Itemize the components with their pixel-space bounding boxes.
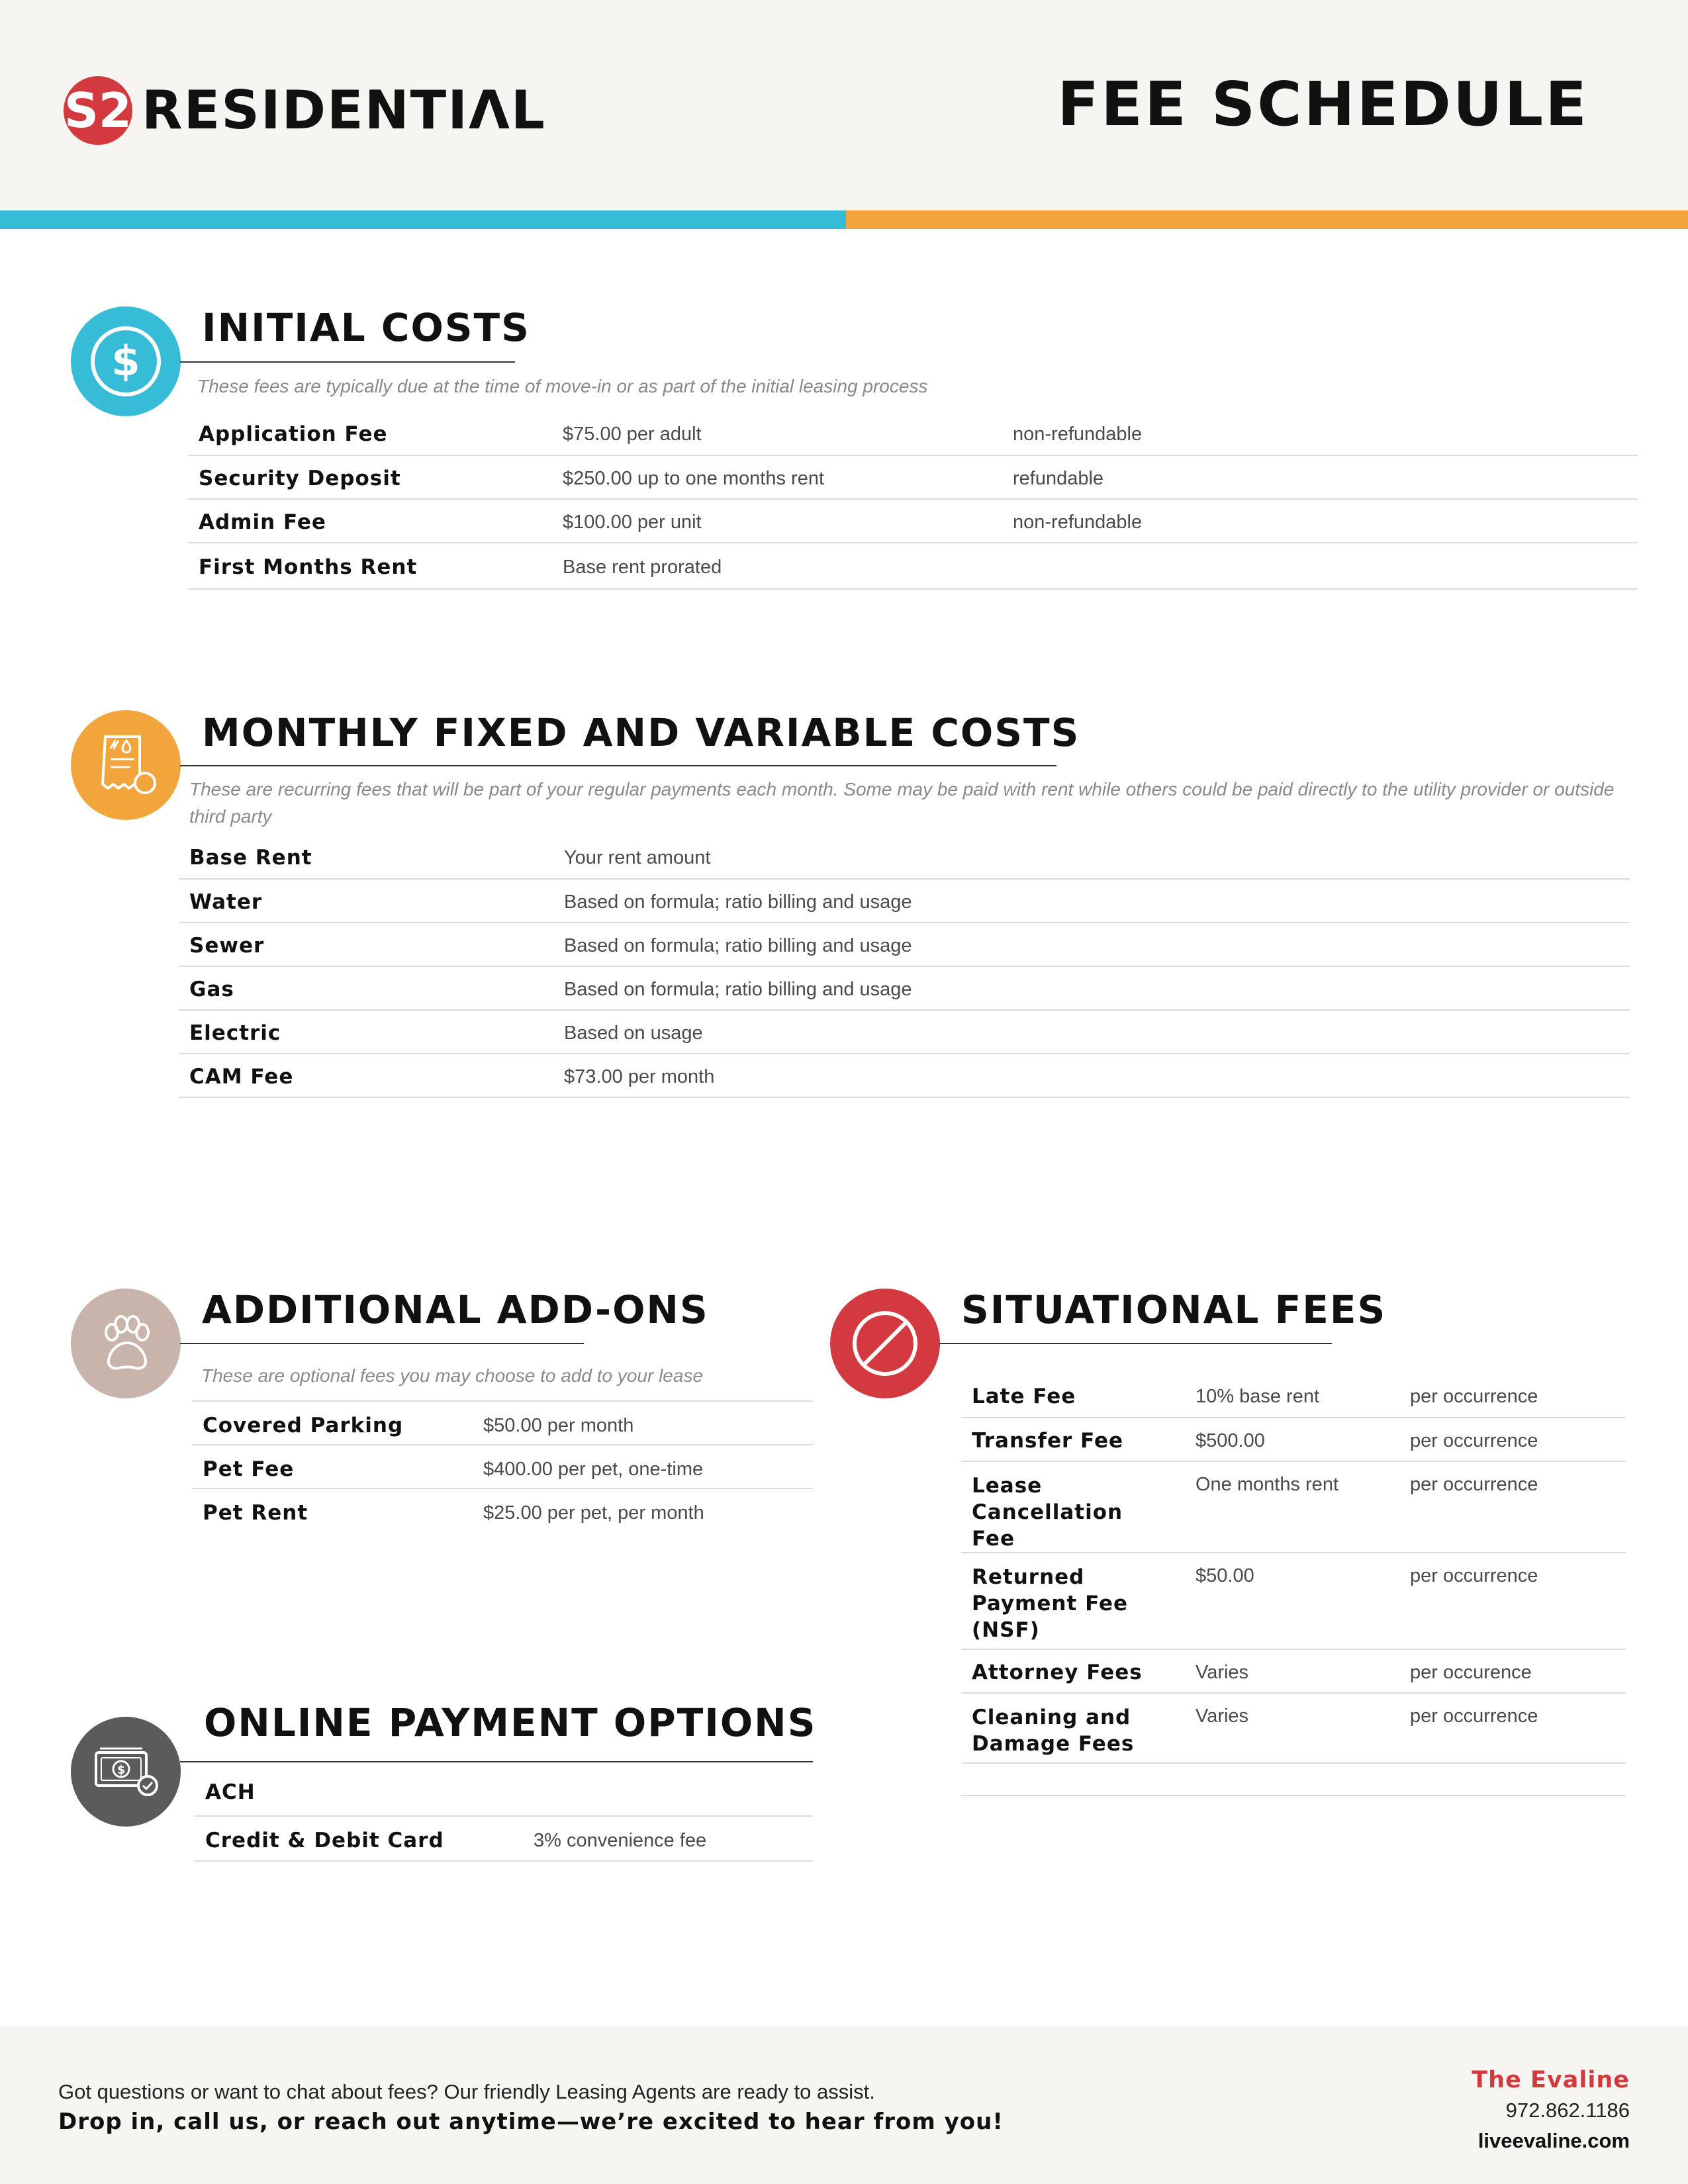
svg-text:$: $: [117, 1763, 126, 1777]
fee-label: Gas: [179, 966, 564, 1010]
addons-table: [192, 1400, 813, 1532]
addons-paw-icon: [71, 1289, 181, 1398]
monthly-costs-note: These are recurring fees that will be part of your regular payments each month. Some may be paid with rent while others could be paid directly to the utility provider or outside third party: [189, 779, 1615, 827]
fee-label: Covered Parking: [192, 1401, 483, 1445]
cash-check-icon: [71, 1717, 181, 1827]
table-row: [179, 923, 1630, 966]
fee-label: Application Fee: [188, 412, 563, 455]
svg-text:S2: S2: [64, 83, 132, 138]
payment-value: [534, 1764, 813, 1816]
initial-costs-note: These fees are typically due at the time of move-in or as part of the initial leasing process: [197, 376, 928, 396]
initial-costs-title: INITIAL COSTS: [202, 305, 530, 350]
fee-note: non-refundable: [1013, 499, 1638, 543]
fee-value: Based on formula; ratio billing and usage: [564, 923, 1630, 966]
situational-bottom-rule: [961, 1795, 1626, 1796]
paw-icon: [71, 1289, 181, 1398]
fee-value: $100.00 per unit: [563, 499, 1013, 543]
s2-logo-icon: [61, 74, 135, 147]
addons-note: These are optional fees you may choose to add to your lease: [201, 1365, 704, 1386]
payments-cash-icon: [71, 1717, 181, 1827]
table-row: [188, 455, 1638, 499]
header-stripe-blue: [0, 210, 846, 229]
monthly-costs-title: MONTHLY FIXED AND VARIABLE COSTS: [202, 710, 1080, 755]
addons-rule: [180, 1343, 584, 1344]
dollar-icon: [71, 306, 181, 416]
fee-value: Base rent prorated: [563, 543, 1013, 589]
table-row: [188, 499, 1638, 543]
fee-label: Sewer: [179, 923, 564, 966]
fee-value: Varies: [1196, 1649, 1410, 1693]
fee-note: refundable: [1013, 455, 1638, 499]
fee-value: Based on formula; ratio billing and usage: [564, 879, 1630, 923]
fee-value: $75.00 per adult: [563, 412, 1013, 455]
situational-title: SITUATIONAL FEES: [961, 1287, 1387, 1332]
property-name: The Evaline: [1472, 2067, 1630, 2093]
table-row: [179, 835, 1630, 879]
table-row: [192, 1445, 813, 1488]
table-row: [961, 1461, 1626, 1553]
fee-value: One months rent: [1196, 1461, 1410, 1553]
payments-table: [195, 1764, 813, 1862]
situational-prohibited-icon: [830, 1289, 940, 1398]
fee-value: $250.00 up to one months rent: [563, 455, 1013, 499]
addons-title: ADDITIONAL ADD-ONS: [202, 1287, 709, 1332]
company-logo: [61, 74, 546, 147]
fee-value: Based on usage: [564, 1010, 1630, 1054]
fee-note: per occurence: [1410, 1649, 1626, 1693]
footer-question: Got questions or want to chat about fees? Our friendly Leasing Agents are ready to assist.: [58, 2080, 875, 2103]
fee-value: $50.00 per month: [483, 1401, 813, 1445]
fee-label: First Months Rent: [188, 543, 563, 589]
fee-note: per occurrence: [1410, 1693, 1626, 1763]
monthly-costs-table: [179, 835, 1630, 1098]
table-row: [961, 1553, 1626, 1649]
table-row: [179, 879, 1630, 923]
page-title: FEE SCHEDULE: [1057, 69, 1589, 140]
table-row: [961, 1374, 1626, 1418]
fee-label: Late Fee: [961, 1374, 1196, 1418]
fee-note: per occurrence: [1410, 1374, 1626, 1418]
fee-label: Base Rent: [179, 835, 564, 879]
fee-label: Pet Rent: [203, 1501, 308, 1525]
fee-value: 10% base rent: [1196, 1374, 1410, 1418]
table-row: [179, 1010, 1630, 1054]
fee-value: $73.00 per month: [564, 1054, 1630, 1097]
page-header: [0, 0, 1688, 210]
fee-value: $25.00 per pet, per month: [483, 1502, 704, 1524]
fee-note: non-refundable: [1013, 412, 1638, 455]
fee-value: $400.00 per pet, one-time: [483, 1445, 813, 1488]
header-stripe-orange: [846, 210, 1688, 229]
situational-rule: [940, 1343, 1332, 1344]
svg-text:$: $: [111, 337, 140, 385]
fee-label: Cleaning and Damage Fees: [961, 1693, 1196, 1763]
table-row: [195, 1764, 813, 1816]
payments-rule: [180, 1761, 813, 1762]
page-footer: [0, 2026, 1688, 2184]
table-row: [195, 1816, 813, 1861]
property-phone[interactable]: 972.862.1186: [1505, 2099, 1630, 2122]
fee-label: Water: [179, 879, 564, 923]
table-row: [961, 1693, 1626, 1763]
fee-label: Transfer Fee: [961, 1418, 1196, 1461]
initial-costs-rule: [180, 361, 515, 363]
property-website-link[interactable]: liveevaline.com: [1477, 2129, 1630, 2152]
fee-value: $50.00: [1196, 1553, 1410, 1649]
table-row: [961, 1649, 1626, 1693]
payment-label: ACH: [195, 1764, 534, 1816]
utility-bill-icon: [71, 710, 181, 820]
table-row: [179, 1054, 1630, 1097]
table-row: [188, 412, 1638, 455]
payment-label: Credit & Debit Card: [195, 1816, 534, 1861]
situational-table: [961, 1374, 1626, 1764]
payment-value: 3% convenience fee: [534, 1816, 813, 1861]
prohibited-icon: [830, 1289, 940, 1398]
fee-note: per occurrence: [1410, 1461, 1626, 1553]
monthly-costs-rule: [180, 765, 1056, 766]
fee-label: Lease Cancellation Fee: [961, 1461, 1196, 1553]
fee-label: Electric: [179, 1010, 564, 1054]
initial-costs-table: [188, 412, 1638, 590]
footer-contact: [1472, 2065, 1630, 2156]
fee-value: Varies: [1196, 1693, 1410, 1763]
fee-label: CAM Fee: [179, 1054, 564, 1097]
fee-value: Your rent amount: [564, 835, 1630, 879]
fee-label: Security Deposit: [188, 455, 563, 499]
table-row: [192, 1401, 813, 1445]
payments-title: ONLINE PAYMENT OPTIONS: [204, 1700, 817, 1745]
fee-value: $500.00: [1196, 1418, 1410, 1461]
table-row: [961, 1418, 1626, 1461]
monthly-costs-bill-icon: [71, 710, 181, 820]
fee-note: per occurrence: [1410, 1418, 1626, 1461]
company-name: RESIDENTIΛL: [142, 79, 546, 141]
table-row: [179, 966, 1630, 1010]
initial-costs-dollar-icon: [71, 306, 181, 416]
fee-note: per occurrence: [1410, 1553, 1626, 1649]
fee-label: Returned Payment Fee (NSF): [961, 1553, 1196, 1649]
fee-note: [1013, 543, 1638, 589]
footer-invitation: Drop in, call us, or reach out anytime—we’re excited to hear from you!: [58, 2109, 1004, 2135]
fee-label: Pet Fee: [192, 1445, 483, 1488]
table-row: [188, 543, 1638, 589]
table-row: [192, 1488, 813, 1532]
fee-label: Attorney Fees: [961, 1649, 1196, 1693]
fee-label: Admin Fee: [188, 499, 563, 543]
fee-value: Based on formula; ratio billing and usage: [564, 966, 1630, 1010]
